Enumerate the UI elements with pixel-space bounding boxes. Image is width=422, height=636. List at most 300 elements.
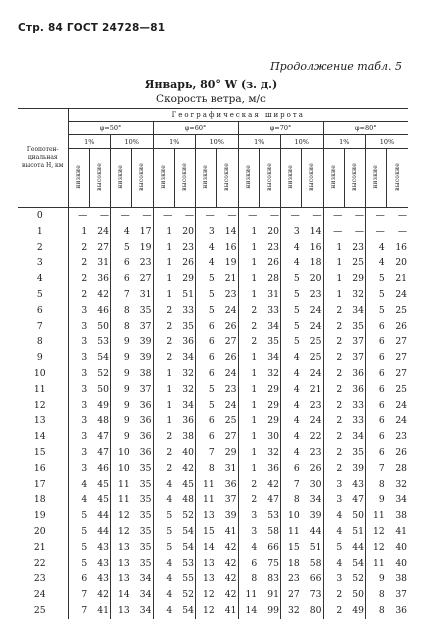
value-cell: 37 [352, 336, 364, 348]
value-cell: 6 [111, 255, 132, 271]
page-header: Стр. 84 ГОСТ 24728—81 [18, 22, 166, 34]
value-cell: 4 [153, 603, 174, 619]
value-cell: 25 [224, 415, 237, 427]
value-cell: 1 [238, 271, 259, 287]
height-cell: 14 [33, 431, 46, 443]
value-cell: 31 [267, 288, 279, 300]
value-cell: 36 [182, 336, 194, 348]
height-cell: 23 [33, 573, 46, 585]
value-cell: 34 [267, 320, 279, 332]
value-cell: 4 [68, 477, 89, 493]
value-cell: 32 [352, 288, 364, 300]
table-row [18, 492, 408, 508]
value-cell: 35 [139, 541, 152, 553]
value-cell: 9 [111, 334, 132, 350]
value-cell: 30 [309, 478, 322, 490]
value-cell: 47 [97, 446, 109, 458]
table-row [18, 319, 408, 335]
value-cell: 37 [139, 320, 152, 332]
value-cell: 11 [238, 587, 259, 603]
value-cell: — [196, 208, 217, 224]
value-cell: — [397, 210, 408, 221]
value-cell: 4 [196, 255, 217, 271]
height-cell: 16 [33, 462, 46, 474]
value-cell: 30 [267, 431, 279, 443]
value-cell: 27 [395, 336, 408, 348]
value-cell: 5 [153, 540, 174, 556]
value-cell: 14 [111, 587, 132, 603]
value-cell: — [99, 210, 109, 221]
value-cell: 35 [182, 320, 194, 332]
value-cell: 1 [238, 413, 259, 429]
value-cell: 34 [139, 604, 152, 616]
value-cell: 27 [139, 273, 152, 285]
value-cell: 2 [323, 303, 344, 319]
value-cell: 5 [68, 540, 89, 556]
value-cell: 39 [224, 510, 237, 522]
value-cell: 2 [68, 240, 89, 256]
value-cell: 9 [111, 382, 132, 398]
value-cell: 50 [352, 510, 364, 522]
subheader-high: высокие [174, 149, 195, 208]
value-cell: 51 [182, 288, 194, 300]
value-cell: 6 [366, 382, 387, 398]
value-cell: 7 [111, 287, 132, 303]
value-cell: 5 [153, 508, 174, 524]
percent-header: 10% [196, 135, 239, 149]
value-cell: 1 [238, 445, 259, 461]
height-cell: 11 [33, 383, 46, 395]
value-cell: 2 [153, 429, 174, 445]
value-cell: 23 [182, 241, 194, 253]
value-cell: 4 [153, 492, 174, 508]
percent-header: 10% [281, 135, 324, 149]
value-cell: 1 [153, 240, 174, 256]
subheader-low: низкие [281, 149, 302, 208]
subheader-high: высокие [387, 149, 408, 208]
value-cell: 14 [196, 540, 217, 556]
value-cell: 10 [111, 445, 132, 461]
value-cell: 20 [395, 257, 408, 269]
value-cell: 46 [97, 462, 109, 474]
subheader-low: низкие [153, 149, 174, 208]
value-cell: 8 [196, 461, 217, 477]
value-cell: 29 [352, 273, 364, 285]
value-cell: 35 [139, 304, 152, 316]
value-cell: 38 [182, 431, 194, 443]
value-cell: 11 [366, 556, 387, 572]
value-cell: 4 [153, 477, 174, 493]
value-cell: 51 [352, 525, 364, 537]
value-cell: 36 [224, 478, 237, 490]
value-cell: 34 [139, 589, 152, 601]
table-row [18, 524, 408, 540]
value-cell: 1 [153, 398, 174, 414]
value-cell: 20 [267, 225, 279, 237]
value-cell: 27 [224, 336, 237, 348]
value-cell: 4 [323, 524, 344, 540]
value-cell: 6 [281, 461, 302, 477]
value-cell: 38 [139, 367, 152, 379]
height-cell: 24 [33, 589, 46, 601]
percent-header: 10% [111, 135, 154, 149]
value-cell: 20 [182, 225, 194, 237]
value-cell: 8 [111, 319, 132, 335]
value-cell: 7 [366, 461, 387, 477]
value-cell: 2 [323, 603, 344, 619]
value-cell: 13 [111, 540, 132, 556]
value-cell: 6 [366, 334, 387, 350]
value-cell: 8 [238, 571, 259, 587]
value-cell: 1 [238, 366, 259, 382]
value-cell: 4 [366, 240, 387, 256]
value-cell: 12 [366, 524, 387, 540]
value-cell: 9 [111, 429, 132, 445]
value-cell: 3 [68, 366, 89, 382]
value-cell: 3 [68, 398, 89, 414]
value-cell: 4 [281, 429, 302, 445]
height-cell: 5 [36, 288, 43, 300]
value-cell: 17 [139, 225, 152, 237]
value-cell: 1 [153, 413, 174, 429]
value-cell: 1 [68, 224, 89, 240]
value-cell: 38 [395, 510, 408, 522]
value-cell: 42 [182, 462, 194, 474]
value-cell: 23 [309, 399, 322, 411]
value-cell: 75 [267, 557, 279, 569]
value-cell: 6 [196, 350, 217, 366]
value-cell: 3 [281, 224, 302, 240]
value-cell: 1 [238, 429, 259, 445]
value-cell: 36 [352, 367, 364, 379]
height-cell: 22 [33, 557, 46, 569]
value-cell: 21 [395, 273, 408, 285]
value-cell: 2 [68, 255, 89, 271]
value-cell: 29 [267, 415, 279, 427]
value-cell: 41 [395, 525, 408, 537]
value-cell: 54 [182, 541, 194, 553]
value-cell: 6 [366, 366, 387, 382]
value-cell: — [142, 210, 152, 221]
value-cell: 41 [97, 604, 109, 616]
value-cell: 23 [281, 571, 302, 587]
latitude-group-header: Географическая широта [68, 109, 408, 122]
value-cell: 31 [97, 257, 109, 269]
value-cell: 35 [139, 525, 152, 537]
subheader-high: высокие [132, 149, 153, 208]
value-cell: 4 [281, 445, 302, 461]
value-cell: 6 [196, 334, 217, 350]
value-cell: 5 [68, 524, 89, 540]
table-body [18, 208, 408, 619]
value-cell: 34 [352, 304, 364, 316]
value-cell: 6 [366, 319, 387, 335]
value-cell: 50 [352, 589, 364, 601]
value-cell: 11 [366, 508, 387, 524]
value-cell: 29 [267, 399, 279, 411]
value-cell: 5 [323, 540, 344, 556]
value-cell: 32 [281, 603, 302, 619]
table-row [18, 382, 408, 398]
value-cell: 42 [224, 573, 237, 585]
value-cell: 4 [323, 556, 344, 572]
value-cell: — [354, 210, 364, 221]
value-cell: 48 [182, 494, 194, 506]
value-cell: 42 [224, 589, 237, 601]
value-cell: 80 [309, 604, 322, 616]
value-cell: 23 [352, 241, 364, 253]
value-cell: — [323, 208, 344, 224]
value-cell: 44 [352, 541, 364, 553]
value-cell: 35 [139, 557, 152, 569]
value-cell: — [323, 224, 344, 240]
value-cell: 52 [352, 573, 364, 585]
value-cell: 4 [281, 382, 302, 398]
value-cell: 27 [395, 367, 408, 379]
table-row [18, 255, 408, 271]
table-row [18, 603, 408, 619]
value-cell: 12 [111, 508, 132, 524]
height-cell: 17 [33, 478, 46, 490]
value-cell: 11 [196, 492, 217, 508]
value-cell: — [366, 224, 387, 240]
value-cell: 39 [309, 510, 322, 522]
value-cell: 6 [196, 429, 217, 445]
subheader-high: высокие [344, 149, 365, 208]
value-cell: 1 [238, 224, 259, 240]
subheader-low: низкие [68, 149, 89, 208]
value-cell: 34 [182, 399, 194, 411]
height-cell: 8 [36, 336, 43, 348]
value-cell: 5 [281, 334, 302, 350]
value-cell: 1 [238, 382, 259, 398]
value-cell: 37 [352, 352, 364, 364]
value-cell: 15 [196, 524, 217, 540]
value-cell: 49 [97, 399, 109, 411]
value-cell: 18 [309, 257, 322, 269]
table-row [18, 556, 408, 572]
table-row [18, 587, 408, 603]
value-cell: 5 [281, 319, 302, 335]
value-cell: 36 [395, 604, 408, 616]
value-cell: 15 [281, 540, 302, 556]
value-cell: 37 [395, 589, 408, 601]
table-row [18, 350, 408, 366]
value-cell: 23 [139, 257, 152, 269]
value-cell: 1 [153, 287, 174, 303]
value-cell: 3 [68, 413, 89, 429]
value-cell: 32 [267, 367, 279, 379]
value-cell: 9 [366, 571, 387, 587]
value-cell: 1 [153, 224, 174, 240]
value-cell: 33 [182, 304, 194, 316]
value-cell: 6 [366, 350, 387, 366]
value-cell: 41 [224, 525, 237, 537]
value-cell: 2 [238, 319, 259, 335]
value-cell: 42 [267, 478, 279, 490]
value-cell: 26 [182, 257, 194, 269]
value-cell: 25 [395, 304, 408, 316]
value-cell: 12 [196, 587, 217, 603]
value-cell: 5 [281, 303, 302, 319]
value-cell: 7 [281, 477, 302, 493]
value-cell: 6 [111, 271, 132, 287]
value-cell: 2 [238, 477, 259, 493]
value-cell: 26 [224, 352, 237, 364]
value-cell: 34 [352, 431, 364, 443]
value-cell: 13 [196, 571, 217, 587]
value-cell: — [68, 208, 89, 224]
value-cell: 26 [267, 257, 279, 269]
table-row [18, 366, 408, 382]
value-cell: 8 [111, 303, 132, 319]
value-cell: 91 [267, 589, 279, 601]
value-cell: 24 [309, 320, 322, 332]
value-cell: 4 [153, 571, 174, 587]
wind-speed-table [18, 108, 408, 619]
value-cell: 22 [309, 431, 322, 443]
value-cell: 29 [224, 446, 237, 458]
value-cell: 24 [309, 304, 322, 316]
value-cell: 4 [281, 350, 302, 366]
percent-header: 1% [323, 135, 366, 149]
value-cell: 35 [352, 320, 364, 332]
value-cell: 4 [366, 255, 387, 271]
value-cell: 2 [323, 334, 344, 350]
value-cell: 44 [309, 525, 322, 537]
value-cell: 3 [68, 319, 89, 335]
value-cell: 53 [97, 336, 109, 348]
value-cell: 27 [224, 431, 237, 443]
value-cell: 83 [267, 573, 279, 585]
value-cell: — [312, 210, 322, 221]
value-cell: 35 [139, 478, 152, 490]
table-subtitle: Январь, 80° W (з. д.) [144, 78, 278, 91]
value-cell: 5 [111, 240, 132, 256]
value-cell: 5 [366, 271, 387, 287]
value-cell: 40 [395, 541, 408, 553]
value-cell: 35 [139, 462, 152, 474]
value-cell: 6 [196, 319, 217, 335]
value-cell: 7 [196, 445, 217, 461]
value-cell: 4 [281, 240, 302, 256]
value-cell: 2 [323, 319, 344, 335]
value-cell: 23 [267, 241, 279, 253]
value-cell: 5 [196, 382, 217, 398]
value-cell: 2 [323, 429, 344, 445]
value-cell: 9 [111, 366, 132, 382]
height-cell: 7 [36, 320, 43, 332]
value-cell: 34 [139, 573, 152, 585]
height-cell: 20 [33, 525, 46, 537]
value-cell: 24 [97, 225, 109, 237]
value-cell: 58 [267, 525, 279, 537]
value-cell: 21 [309, 383, 322, 395]
value-cell: 66 [309, 573, 322, 585]
value-cell: 2 [153, 350, 174, 366]
value-cell: — [238, 208, 259, 224]
value-cell: 16 [309, 241, 322, 253]
value-cell: 7 [68, 587, 89, 603]
value-cell: 12 [366, 540, 387, 556]
value-cell: 23 [224, 383, 237, 395]
subheader-low: низкие [111, 149, 132, 208]
value-cell: 9 [111, 350, 132, 366]
table-row [18, 303, 408, 319]
value-cell: 24 [395, 415, 408, 427]
value-cell: 1 [238, 350, 259, 366]
value-cell: 21 [224, 273, 237, 285]
value-cell: 35 [267, 336, 279, 348]
value-cell: 1 [153, 366, 174, 382]
value-cell: 18 [281, 556, 302, 572]
value-cell: 40 [182, 446, 194, 458]
value-cell: 39 [139, 336, 152, 348]
value-cell: 14 [224, 225, 237, 237]
value-cell: 34 [182, 352, 194, 364]
value-cell: 4 [281, 413, 302, 429]
table-row [18, 571, 408, 587]
value-cell: 5 [153, 524, 174, 540]
value-cell: 6 [366, 429, 387, 445]
height-cell: 13 [33, 415, 46, 427]
value-cell: 3 [323, 492, 344, 508]
subheader-high: высокие [302, 149, 323, 208]
value-cell: 3 [68, 350, 89, 366]
value-cell: 43 [97, 541, 109, 553]
value-cell: 33 [352, 399, 364, 411]
latitude-header: φ=70° [238, 122, 323, 135]
value-cell: 7 [68, 603, 89, 619]
value-cell: 2 [323, 382, 344, 398]
value-cell: 9 [111, 398, 132, 414]
value-cell: 37 [224, 494, 237, 506]
value-cell: — [184, 210, 194, 221]
value-cell: 4 [111, 224, 132, 240]
percent-header: 10% [366, 135, 409, 149]
value-cell: 37 [139, 383, 152, 395]
table-row [18, 208, 408, 224]
value-cell: 1 [323, 240, 344, 256]
subheader-high: высокие [217, 149, 238, 208]
value-cell: 5 [196, 303, 217, 319]
value-cell: 23 [224, 288, 237, 300]
value-cell: 5 [366, 287, 387, 303]
value-cell: 32 [182, 383, 194, 395]
value-cell: 2 [238, 334, 259, 350]
value-cell: 3 [68, 334, 89, 350]
value-cell: 13 [111, 603, 132, 619]
value-cell: 36 [139, 399, 152, 411]
subheader-low: низкие [323, 149, 344, 208]
value-cell: 6 [238, 556, 259, 572]
value-cell: 45 [97, 478, 109, 490]
height-cell: 6 [36, 304, 43, 316]
value-cell: 24 [224, 304, 237, 316]
value-cell: 24 [309, 367, 322, 379]
height-cell: 15 [33, 446, 46, 458]
table-row [18, 445, 408, 461]
value-cell: 13 [111, 556, 132, 572]
value-cell: 5 [68, 556, 89, 572]
subheader-low: низкие [366, 149, 387, 208]
value-cell: — [397, 225, 408, 237]
latitude-header: φ=60° [153, 122, 238, 135]
value-cell: 3 [68, 303, 89, 319]
value-cell: 49 [352, 604, 364, 616]
height-column-header: Геопотен-циальная высота H, км [18, 109, 68, 208]
value-cell: 32 [395, 478, 408, 490]
